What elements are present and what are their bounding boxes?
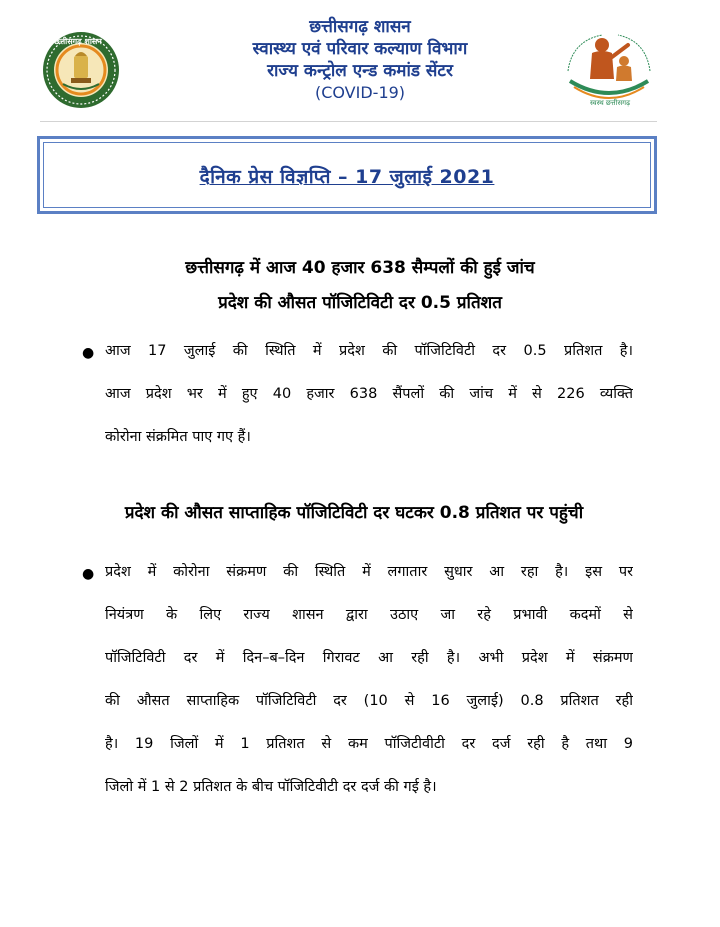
paragraph-line: की औसत साप्ताहिक पॉजिटिविटी दर (10 से 16 जुलाई) 0.8 प्रतिशत रही: [105, 693, 633, 709]
bullet-1: ●: [82, 345, 95, 361]
paragraph-line: है। 19 जिलों में 1 प्रतिशत से कम पॉजिटीवीटी दर दर्ज रही है तथा 9: [105, 736, 633, 752]
paragraph-line: आज प्रदेश भर में हुए 40 हजार 638 सैंपलों की जांच में से 226 व्यक्ति: [105, 386, 633, 402]
header-title-block: [175, 16, 545, 104]
headline-samples: छत्तीसगढ़ में आज 40 हजार 638 सैम्पलों की हुई जांच: [185, 258, 535, 278]
paragraph-line: आज 17 जुलाई की स्थिति में प्रदेश की पॉजिटिविटी दर 0.5 प्रतिशत है।: [105, 343, 633, 359]
header-line-dept: स्वास्थ्य एवं परिवार कल्याण विभाग: [252, 39, 468, 59]
header-line-govt: छत्तीसगढ़ शासन: [309, 17, 411, 37]
header-divider: [40, 121, 657, 122]
title-box: [37, 136, 657, 214]
header-line-covid: (COVID-19): [314, 83, 406, 102]
swasthya-chhattisgarh-logo-icon: [562, 31, 656, 109]
paragraph-line: कोरोना संक्रमित पाए गए हैं।: [105, 429, 251, 445]
paragraph-daily-status: [105, 341, 633, 470]
letterhead: [0, 0, 720, 122]
press-release-title: दैनिक प्रेस विज्ञप्ति – 17 जुलाई 2021: [199, 166, 495, 188]
paragraph-line: प्रदेश में कोरोना संक्रमण की स्थिति में लगातार सुधार आ रहा है। इस पर: [105, 564, 633, 580]
emblem-ring-text: छत्तीसगढ़ शासन: [54, 37, 102, 46]
paragraph-weekly-status: [105, 562, 633, 820]
right-logo-caption: स्वस्थ छत्तीसगढ़: [590, 99, 631, 107]
header-line-centre: राज्य कन्ट्रोल एन्ड कमांड सेंटर: [267, 61, 453, 81]
headline-weekly-positivity: प्रदेश की औसत साप्ताहिक पॉजिटिविटी दर घटकर 0.8 प्रतिशत पर पहुंची: [124, 503, 584, 523]
bullet-2: ●: [82, 566, 95, 582]
paragraph-line: नियंत्रण के लिए राज्य शासन द्वारा उठाए जा रहे प्रभावी कदमों से: [105, 607, 633, 623]
headline-positivity: प्रदेश की औसत पॉजिटिविटी दर 0.5 प्रतिशत: [218, 293, 502, 313]
paragraph-line: जिलो में 1 से 2 प्रतिशत के बीच पॉजिटिवीटी दर दर्ज की गई है।: [105, 779, 437, 795]
paragraph-line: पॉजिटिविटी दर में दिन–ब–दिन गिरावट आ रही है। अभी प्रदेश में संक्रमण: [105, 650, 633, 666]
